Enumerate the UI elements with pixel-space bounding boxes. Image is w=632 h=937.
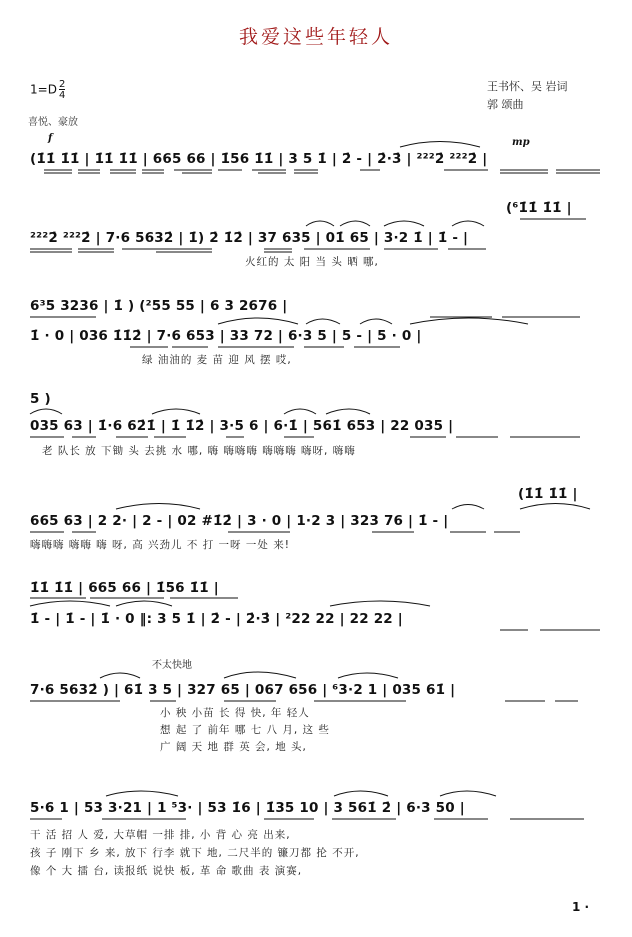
system-6-notes: 1̇ - | 1̇ - | 1̇ · 0 ‖: 3 5 1̇ | 2̇ - | 2̇·3̇ | ²22 22 | 22 22 |	[30, 611, 403, 627]
system-3-lyrics: 绿 油油的 麦 苗 迎 风 摆 哎,	[142, 354, 292, 366]
system-3-pre-notes: 6³5 3236 | 1̇ ) (²55 55 | 6 3 2676 |	[30, 298, 288, 314]
system-7-lyrics-verse-3: 广 阔 天 地 群 英 会, 地 头,	[160, 741, 307, 753]
dynamic-forte: f	[48, 133, 53, 144]
beam-line	[30, 598, 600, 630]
system-5-pre-notes: (1̇1̇ 1̇1̇ |	[518, 486, 578, 502]
slur-arc	[116, 504, 590, 510]
system-5-notes: 665 63 | 2 2· | 2 - | 02 #1̇2̇ | 3 · 0 | 1·2 3 | 323 76 | 1̇ - |	[30, 513, 449, 529]
system-7-lyrics-verse-1: 小 秧 小苗 长 得 快, 年 轻人	[160, 707, 310, 719]
system-4-pre-notes: 5 )	[30, 391, 51, 407]
slur-arc	[400, 142, 480, 148]
system-2-notes: ²²²2̇ ²²²2̇ | 7·6 5632̇ | 1̇) 2̇ 1̇2̇ | 37 635 | 01̇ 65 | 3·2 1̇ | 1̇ - |	[30, 230, 469, 246]
slur-arc	[106, 791, 496, 796]
system-2-pre-notes: (⁶1̇1̇ 1̇1̇ |	[506, 200, 572, 216]
slur-arc	[100, 672, 398, 678]
system-8-lyrics-verse-1: 干 活 招 人 爱, 大草帽 一排 排, 小 背 心 亮 出来,	[30, 829, 291, 841]
page-number: 1 ·	[572, 900, 590, 914]
system-2-lyrics: 火红的 太 阳 当 头 晒 哪,	[245, 256, 379, 268]
slur-arc	[218, 318, 528, 324]
system-4-lyrics: 老 队长 放 下锄 头 去挑 水 哪, 嗨 嗨嗨嗨 嗨嗨嗨 嗨呀, 嗨嗨	[42, 445, 356, 457]
slur-arc	[30, 409, 370, 414]
system-7-notes: 7·6 5632̇ ) | 61̇ 3 5 | 327 65 | 067 656 | ⁶3·2 1 | 035 61̇ |	[30, 682, 456, 698]
key-label: 1=D	[30, 82, 57, 97]
beam-line	[30, 219, 586, 252]
composer-credit: 郭 颂曲	[487, 98, 524, 111]
system-4-notes: 035 63 | 1̇·6 62̇1̇ | 1̇ 1̇2̇ | 3·5 6 | 6·1̇ | 561̇ 653 | 22 035 |	[30, 418, 454, 434]
time-numerator: 2	[58, 79, 66, 90]
song-title: 我爱这些年轻人	[238, 26, 393, 48]
system-7-lyrics-verse-2: 想 起 了 前年 哪 七 八 月, 这 些	[160, 724, 330, 736]
system-8-lyrics-verse-2: 孩 子 刚下 乡 来, 放下 行李 就下 地, 二尺半的 镰刀都 抡 不开,	[30, 847, 360, 859]
mood-marking: 喜悦、豪放	[28, 117, 78, 128]
system-1-notes: (1̇1̇ 1̇1̇ | 1̇1̇ 1̇1̇ | 665 66 | 1̇56 1̇1̇ | 3 5 1̇ | 2̇ - | 2̇·3̇ | ²²²2̇ ²²²2̇ |	[30, 151, 488, 167]
tempo-marking: 不太快地	[152, 660, 192, 671]
system-3-notes: 1̇ · 0 | 036 1̇1̇2̇ | 7·6 653 | 33 72 | 6·3 5 | 5 - | 5 · 0 |	[30, 328, 422, 344]
lyricist-credit: 王书怀、吴 岩词	[487, 80, 568, 93]
slur-arc	[306, 221, 484, 226]
system-8-lyrics-verse-3: 像 个 大 擂 台, 读报纸 说快 板, 革 命 歌曲 表 演赛,	[30, 865, 303, 877]
system-5-lyrics: 嗨嗨嗨 嗨嗨 嗨 呀, 高 兴劲儿 不 打 一呀 一处 来!	[30, 539, 290, 551]
slur-arc	[30, 601, 430, 606]
system-6-pre-notes: 1̇1̇ 1̇1̇ | 665 66 | 1̇56 1̇1̇ |	[30, 580, 219, 596]
time-denominator: 4	[58, 90, 66, 101]
system-8-notes: 5·6 1 | 53 3·21 | 1 ⁵3· | 53 1̇6 | 1̇35 10 | 3 561̇ 2̇ | 6·3 50 |	[30, 800, 465, 816]
dynamic-mezzo-piano: mp	[512, 137, 530, 148]
